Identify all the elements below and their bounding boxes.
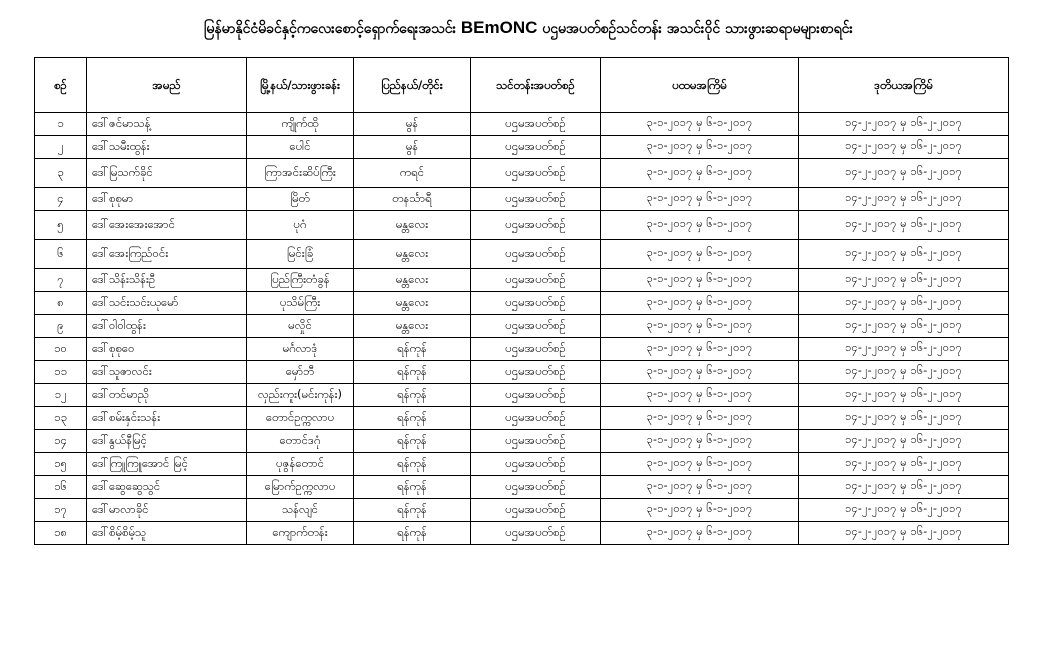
cell-second-batch-dates: ၁၄-၂-၂၀၁၇ မှ ၁၆-၂-၂၀၁၇	[799, 292, 1009, 315]
cell-first-batch-dates: ၃-၁-၂၀၁၇ မှ ၆-၁-၂၀၁၇	[601, 476, 799, 499]
cell-second-batch-dates: ၁၄-၂-၂၀၁၇ မှ ၁၆-၂-၂၀၁၇	[799, 384, 1009, 407]
cell-second-batch-dates: ၁၄-၂-၂၀၁၇ မှ ၁၆-၂-၂၀၁၇	[799, 407, 1009, 430]
cell-region: ရန်ကုန်	[354, 476, 471, 499]
cell-course: ပဌမအပတ်စဉ်	[471, 211, 601, 240]
cell-region: ရန်ကုန်	[354, 453, 471, 476]
header-township: မြို့နယ်/သားဖွားခန်း	[247, 58, 354, 113]
cell-second-batch-dates: ၁၄-၂-၂၀၁၇ မှ ၁၆-၂-၂၀၁၇	[799, 113, 1009, 136]
cell-name: ဒေါ်ဝါဝါထွန်း	[87, 315, 247, 338]
cell-no: ၃	[35, 159, 87, 188]
cell-township: သန်လျင်	[247, 499, 354, 522]
cell-second-batch-dates: ၁၄-၂-၂၀၁၇ မှ ၁၆-၂-၂၀၁၇	[799, 211, 1009, 240]
cell-name: ဒေါ်သင်းသင်းယုမော်	[87, 292, 247, 315]
title-program-code: BEmONC	[460, 18, 538, 37]
cell-name: ဒေါ်အေးကြည်ဝင်း	[87, 240, 247, 269]
cell-region: ရန်ကုန်	[354, 499, 471, 522]
table-row	[35, 240, 1009, 269]
cell-name: ဒေါ်တင်မာညို	[87, 384, 247, 407]
cell-second-batch-dates: ၁၄-၂-၂၀၁၇ မှ ၁၆-၂-၂၀၁၇	[799, 522, 1009, 545]
cell-no: ၄	[35, 188, 87, 211]
cell-township: မြင်းခြံ	[247, 240, 354, 269]
header-row	[35, 58, 1009, 113]
table-row	[35, 159, 1009, 188]
cell-township: ပေါင်	[247, 136, 354, 159]
cell-course: ပဌမအပတ်စဉ်	[471, 136, 601, 159]
cell-region: ရန်ကုန်	[354, 338, 471, 361]
cell-township: မင်္ဂလာဒုံ	[247, 338, 354, 361]
cell-first-batch-dates: ၃-၁-၂၀၁၇ မှ ၆-၁-၂၀၁၇	[601, 113, 799, 136]
cell-township: ပုဇွန်တောင်	[247, 453, 354, 476]
cell-first-batch-dates: ၃-၁-၂၀၁၇ မှ ၆-၁-၂၀၁၇	[601, 499, 799, 522]
cell-region: မန္တလေး	[354, 292, 471, 315]
cell-region: ကရင်	[354, 159, 471, 188]
cell-name: ဒေါ်စမ်းနှင်းသန်း	[87, 407, 247, 430]
table-row	[35, 453, 1009, 476]
cell-township: မြိတ်	[247, 188, 354, 211]
cell-course: ပဌမအပတ်စဉ်	[471, 476, 601, 499]
cell-course: ပဌမအပတ်စဉ်	[471, 338, 601, 361]
cell-first-batch-dates: ၃-၁-၂၀၁၇ မှ ၆-၁-၂၀၁၇	[601, 407, 799, 430]
title-myanmar-prefix: မြန်မာနိုင်ငံမိခင်နှင့်ကလေးစောင့်ရှောက်ရေးအသင်း	[204, 21, 457, 37]
cell-course: ပဌမအပတ်စဉ်	[471, 407, 601, 430]
cell-no: ၁၈	[35, 522, 87, 545]
cell-first-batch-dates: ၃-၁-၂၀၁၇ မှ ၆-၁-၂၀၁၇	[601, 136, 799, 159]
table-row	[35, 430, 1009, 453]
cell-second-batch-dates: ၁၄-၂-၂၀၁၇ မှ ၁၆-၂-၂၀၁၇	[799, 188, 1009, 211]
header-first-batch: ပထမအကြိမ်	[601, 58, 799, 113]
cell-second-batch-dates: ၁၄-၂-၂၀၁၇ မှ ၁၆-၂-၂၀၁၇	[799, 269, 1009, 292]
cell-name: ဒေါ်သိန်းသိန်းဦ	[87, 269, 247, 292]
cell-first-batch-dates: ၃-၁-၂၀၁၇ မှ ၆-၁-၂၀၁၇	[601, 269, 799, 292]
header-second-batch: ဒုတိယအကြိမ်	[799, 58, 1009, 113]
cell-course: ပဌမအပတ်စဉ်	[471, 361, 601, 384]
cell-region: ရန်ကုန်	[354, 384, 471, 407]
cell-course: ပဌမအပတ်စဉ်	[471, 159, 601, 188]
cell-first-batch-dates: ၃-၁-၂၀၁၇ မှ ၆-၁-၂၀၁၇	[601, 361, 799, 384]
table-row	[35, 522, 1009, 545]
cell-course: ပဌမအပတ်စဉ်	[471, 188, 601, 211]
table-row	[35, 476, 1009, 499]
header-no: စဉ်	[35, 58, 87, 113]
cell-no: ၁၅	[35, 453, 87, 476]
cell-region: ရန်ကုန်	[354, 430, 471, 453]
cell-course: ပဌမအပတ်စဉ်	[471, 430, 601, 453]
cell-course: ပဌမအပတ်စဉ်	[471, 522, 601, 545]
table-row	[35, 407, 1009, 430]
cell-township: ပုသိမ်ကြီး	[247, 292, 354, 315]
cell-course: ပဌမအပတ်စဉ်	[471, 240, 601, 269]
cell-second-batch-dates: ၁၄-၂-၂၀၁၇ မှ ၁၆-၂-၂၀၁၇	[799, 499, 1009, 522]
cell-no: ၅	[35, 211, 87, 240]
table-row	[35, 136, 1009, 159]
cell-no: ၁၇	[35, 499, 87, 522]
cell-second-batch-dates: ၁၄-၂-၂၀၁၇ မှ ၁၆-၂-၂၀၁၇	[799, 453, 1009, 476]
cell-first-batch-dates: ၃-၁-၂၀၁၇ မှ ၆-၁-၂၀၁၇	[601, 292, 799, 315]
cell-region: ရန်ကုန်	[354, 407, 471, 430]
cell-no: ၁	[35, 113, 87, 136]
table-body	[35, 113, 1009, 545]
table-row	[35, 499, 1009, 522]
cell-course: ပဌမအပတ်စဉ်	[471, 453, 601, 476]
cell-no: ၁၂	[35, 384, 87, 407]
table-row	[35, 361, 1009, 384]
title-myanmar-suffix: ပဌမအပတ်စဉ်သင်တန်း အသင်းဝိုင် သားဖွားဆရာမများစာရင်း	[542, 21, 853, 37]
cell-region: မန္တလေး	[354, 315, 471, 338]
table-header	[35, 58, 1009, 113]
table-row	[35, 292, 1009, 315]
cell-name: ဒေါ်ကြူကြူအောင် မြင့်	[87, 453, 247, 476]
cell-course: ပဌမအပတ်စဉ်	[471, 292, 601, 315]
cell-name: ဒေါ်မာလာခိုင်	[87, 499, 247, 522]
cell-no: ၇	[35, 269, 87, 292]
cell-no: ၁၆	[35, 476, 87, 499]
table-row	[35, 211, 1009, 240]
cell-township: မှော်ဘီ	[247, 361, 354, 384]
cell-name: ဒေါ်အေးအေးအောင်	[87, 211, 247, 240]
cell-first-batch-dates: ၃-၁-၂၀၁၇ မှ ၆-၁-၂၀၁၇	[601, 240, 799, 269]
cell-first-batch-dates: ၃-၁-၂၀၁၇ မှ ၆-၁-၂၀၁၇	[601, 159, 799, 188]
cell-township: မြောက်ဥက္ကလာပ	[247, 476, 354, 499]
cell-township: ပြည်ကြီးတံခွန်	[247, 269, 354, 292]
cell-course: ပဌမအပတ်စဉ်	[471, 499, 601, 522]
cell-name: ဒေါ်ဆွေဆွေသွင်	[87, 476, 247, 499]
participant-table	[34, 57, 1009, 545]
cell-name: ဒေါ်ဇင်မာသန့်	[87, 113, 247, 136]
cell-second-batch-dates: ၁၄-၂-၂၀၁၇ မှ ၁၆-၂-၂၀၁၇	[799, 240, 1009, 269]
cell-region: မွန်	[354, 113, 471, 136]
cell-region: မွန်	[354, 136, 471, 159]
cell-township: ကျိုက်ထို	[247, 113, 354, 136]
cell-first-batch-dates: ၃-၁-၂၀၁၇ မှ ၆-၁-၂၀၁၇	[601, 453, 799, 476]
cell-township: လှည်းကူး(မင်းကုန်း)	[247, 384, 354, 407]
cell-course: ပဌမအပတ်စဉ်	[471, 384, 601, 407]
table-row	[35, 269, 1009, 292]
cell-no: ၁၄	[35, 430, 87, 453]
cell-name: ဒေါ်စိမ့်စိမ့်သူ	[87, 522, 247, 545]
table-row	[35, 338, 1009, 361]
cell-no: ၈	[35, 292, 87, 315]
cell-course: ပဌမအပတ်စဉ်	[471, 113, 601, 136]
cell-name: ဒေါ်သမီးထွန်း	[87, 136, 247, 159]
cell-no: ၁၃	[35, 407, 87, 430]
cell-first-batch-dates: ၃-၁-၂၀၁၇ မှ ၆-၁-၂၀၁၇	[601, 188, 799, 211]
cell-region: ရန်ကုန်	[354, 361, 471, 384]
cell-first-batch-dates: ၃-၁-၂၀၁၇ မှ ၆-၁-၂၀၁၇	[601, 430, 799, 453]
cell-second-batch-dates: ၁၄-၂-၂၀၁၇ မှ ၁၆-၂-၂၀၁၇	[799, 361, 1009, 384]
cell-no: ၂	[35, 136, 87, 159]
table-row	[35, 113, 1009, 136]
cell-region: ရန်ကုန်	[354, 522, 471, 545]
cell-region: မန္တလေး	[354, 211, 471, 240]
cell-township: တောင်ဥက္ကလာပ	[247, 407, 354, 430]
cell-name: ဒေါ်စုစုမာ	[87, 188, 247, 211]
table-row	[35, 188, 1009, 211]
cell-first-batch-dates: ၃-၁-၂၀၁၇ မှ ၆-၁-၂၀၁၇	[601, 338, 799, 361]
cell-region: တနင်္သာရီ	[354, 188, 471, 211]
cell-name: ဒေါ်မြသက်ခိုင်	[87, 159, 247, 188]
cell-township: တောင်ဒဂုံ	[247, 430, 354, 453]
cell-region: မန္တလေး	[354, 240, 471, 269]
cell-first-batch-dates: ၃-၁-၂၀၁၇ မှ ၆-၁-၂၀၁၇	[601, 211, 799, 240]
cell-township: ကျောက်တန်း	[247, 522, 354, 545]
header-region: ပြည်နယ်/တိုင်း	[354, 58, 471, 113]
cell-township: မလှိုင်	[247, 315, 354, 338]
table-row	[35, 384, 1009, 407]
cell-second-batch-dates: ၁၄-၂-၂၀၁၇ မှ ၁၆-၂-၂၀၁၇	[799, 159, 1009, 188]
cell-name: ဒေါ်သူဇာလင်း	[87, 361, 247, 384]
header-name: အမည်	[87, 58, 247, 113]
cell-township: ပုဂံ	[247, 211, 354, 240]
table-row	[35, 315, 1009, 338]
document-title	[0, 18, 1057, 40]
cell-name: ဒေါ်နွယ်နီမြင့်	[87, 430, 247, 453]
cell-first-batch-dates: ၃-၁-၂၀၁၇ မှ ၆-၁-၂၀၁၇	[601, 384, 799, 407]
cell-no: ၁၁	[35, 361, 87, 384]
cell-township: ကြာအင်းဆိပ်ကြီး	[247, 159, 354, 188]
cell-second-batch-dates: ၁၄-၂-၂၀၁၇ မှ ၁၆-၂-၂၀၁၇	[799, 476, 1009, 499]
cell-course: ပဌမအပတ်စဉ်	[471, 269, 601, 292]
cell-second-batch-dates: ၁၄-၂-၂၀၁၇ မှ ၁၆-၂-၂၀၁၇	[799, 315, 1009, 338]
cell-no: ၆	[35, 240, 87, 269]
cell-second-batch-dates: ၁၄-၂-၂၀၁၇ မှ ၁၆-၂-၂၀၁၇	[799, 338, 1009, 361]
cell-course: ပဌမအပတ်စဉ်	[471, 315, 601, 338]
cell-name: ဒေါ်စုစုဝေ	[87, 338, 247, 361]
cell-no: ၉	[35, 315, 87, 338]
cell-first-batch-dates: ၃-၁-၂၀၁၇ မှ ၆-၁-၂၀၁၇	[601, 315, 799, 338]
cell-second-batch-dates: ၁၄-၂-၂၀၁၇ မှ ၁၆-၂-၂၀၁၇	[799, 430, 1009, 453]
cell-region: မန္တလေး	[354, 269, 471, 292]
header-course: သင်တန်းအပတ်စဉ်	[471, 58, 601, 113]
cell-first-batch-dates: ၃-၁-၂၀၁၇ မှ ၆-၁-၂၀၁၇	[601, 522, 799, 545]
cell-second-batch-dates: ၁၄-၂-၂၀၁၇ မှ ၁၆-၂-၂၀၁၇	[799, 136, 1009, 159]
cell-no: ၁၀	[35, 338, 87, 361]
